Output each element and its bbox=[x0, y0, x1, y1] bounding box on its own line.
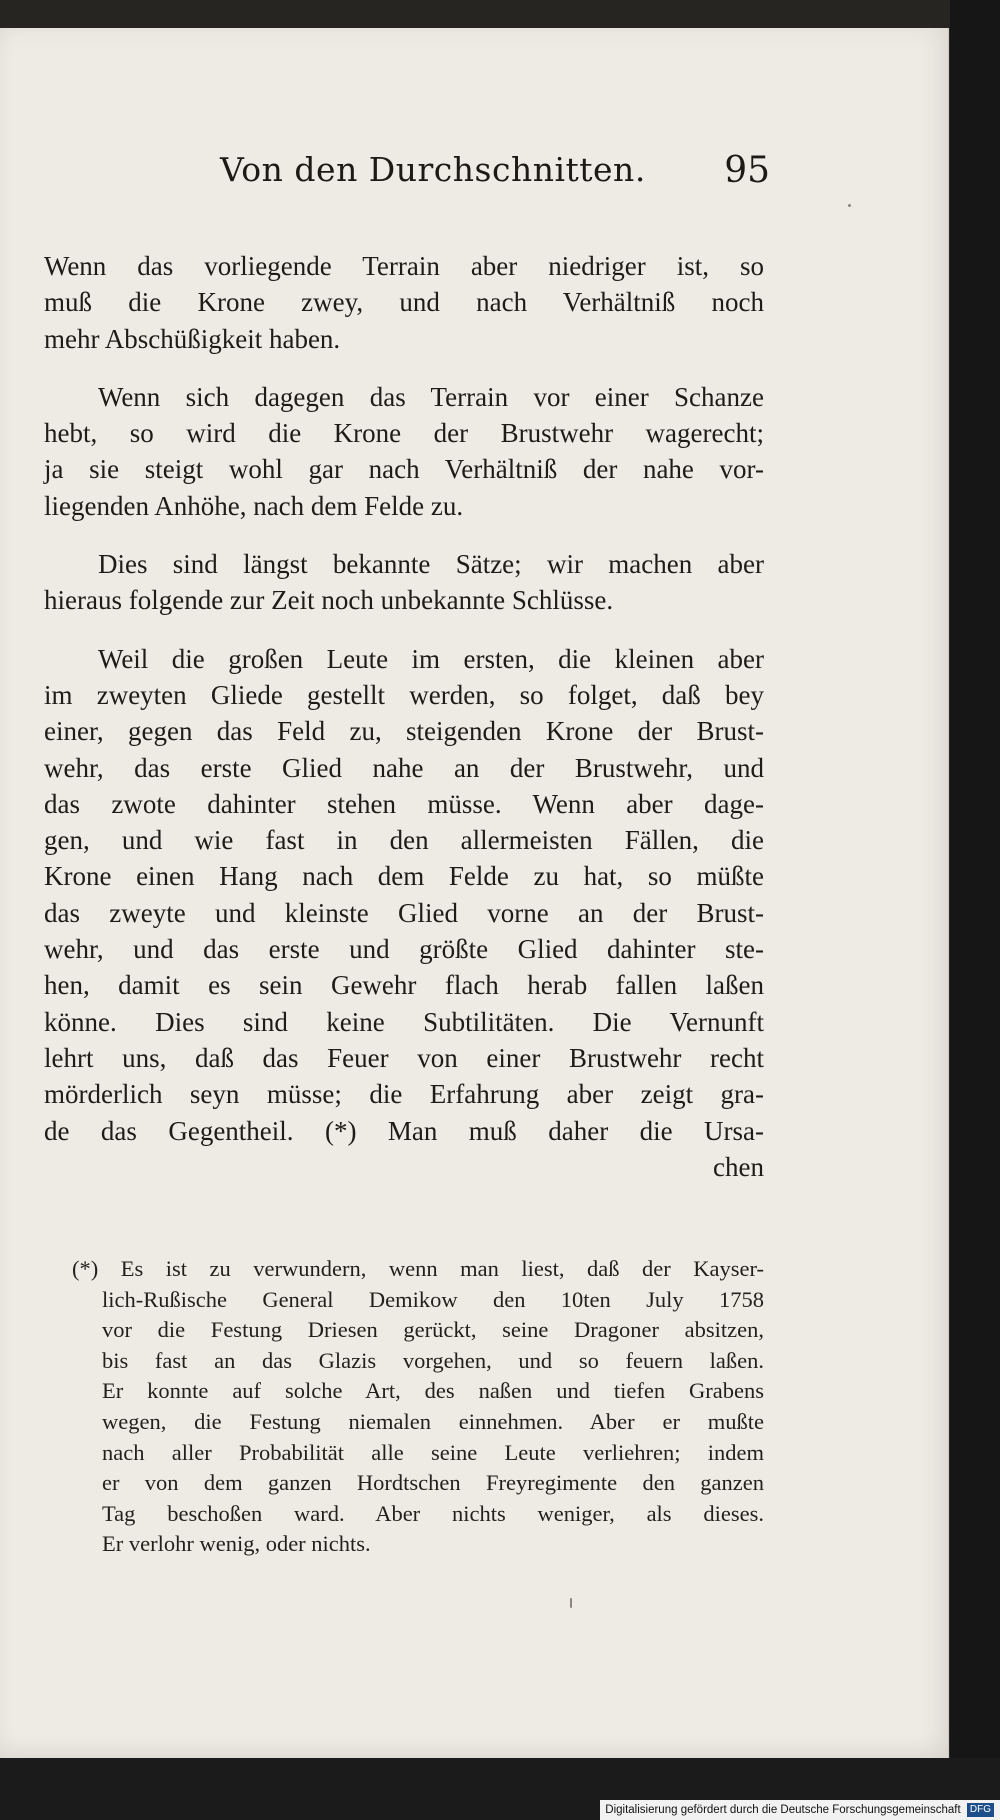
footnote-line: Er verlohr wenig, oder nichts. bbox=[102, 1531, 371, 1557]
footnote-line: vor die Festung Driesen gerückt, seine Dragoner absitzen, bbox=[102, 1317, 764, 1343]
text-line: ja sie steigt wohl gar nach Verhältniß der nahe vor- bbox=[44, 454, 764, 485]
paragraph bbox=[44, 546, 764, 619]
text-line: lehrt uns, daß das Feuer von einer Brustwehr recht bbox=[44, 1042, 764, 1073]
footnote-line: nach aller Probabilität alle seine Leute verliehren; indem bbox=[102, 1439, 764, 1465]
text-line: gen, und wie fast in den allermeisten Fällen, die bbox=[44, 825, 764, 856]
footnote-line: er von dem ganzen Hordtschen Freyregimente den ganzen bbox=[102, 1470, 764, 1496]
dfg-logo: DFG bbox=[967, 1803, 994, 1817]
text-line: wehr, das erste Glied nahe an der Brustwehr, und bbox=[44, 752, 764, 783]
scan-top-border bbox=[0, 0, 1000, 28]
scan-right-border bbox=[950, 0, 1000, 1820]
body-text bbox=[44, 248, 764, 1185]
text-line: hen, damit es sein Gewehr flach herab fallen laßen bbox=[44, 970, 764, 1001]
text-line: einer, gegen das Feld zu, steigenden Krone der Brust- bbox=[44, 716, 764, 747]
paragraph bbox=[44, 641, 764, 1185]
running-title: Von den Durchschnitten. bbox=[220, 150, 646, 189]
running-head bbox=[210, 150, 770, 210]
paragraph bbox=[44, 248, 764, 357]
text-line: mörderlich seyn müsse; die Erfahrung aber zeigt gra- bbox=[44, 1079, 764, 1110]
footnote-line: Tag beschoßen ward. Aber nichts weniger, als dieses. bbox=[102, 1500, 764, 1526]
text-line: hieraus folgende zur Zeit noch unbekannte Schlüsse. bbox=[44, 585, 614, 616]
text-line: wehr, und das erste und größte Glied dahinter ste- bbox=[44, 934, 764, 965]
text-line: Wenn sich dagegen das Terrain vor einer Schanze bbox=[98, 381, 764, 412]
digitization-credit bbox=[600, 1800, 1000, 1820]
paper-speck bbox=[848, 204, 851, 207]
footnote bbox=[72, 1254, 764, 1560]
footnote-line: lich-Rußische General Demikow den 10ten July 1758 bbox=[102, 1286, 764, 1312]
text-line: liegenden Anhöhe, nach dem Felde zu. bbox=[44, 490, 464, 521]
footnote-line: (*) Es ist zu verwundern, wenn man liest, daß der Kayser- bbox=[72, 1256, 764, 1281]
paragraph bbox=[44, 379, 764, 524]
text-line: hebt, so wird die Krone der Brustwehr wagerecht; bbox=[44, 418, 764, 449]
text-line: im zweyten Gliede gestellt werden, so folget, daß bey bbox=[44, 679, 764, 710]
text-line: muß die Krone zwey, und nach Verhältniß noch bbox=[44, 287, 764, 318]
text-line: Krone einen Hang nach dem Felde zu hat, so müßte bbox=[44, 861, 764, 892]
footnote-line: bis fast an das Glazis vorgehen, und so feuern laßen. bbox=[102, 1347, 764, 1373]
footnote-line: Er konnte auf solche Art, des naßen und tiefen Grabens bbox=[102, 1378, 764, 1404]
text-line: das zwote dahinter stehen müsse. Wenn aber dage- bbox=[44, 788, 764, 819]
page-number: 95 bbox=[724, 150, 770, 191]
text-line: de das Gegentheil. (*) Man muß daher die Ursa- bbox=[44, 1115, 764, 1146]
text-line: Dies sind längst bekannte Sätze; wir machen aber bbox=[98, 549, 764, 580]
text-line: das zweyte und kleinste Glied vorne an der Brust- bbox=[44, 897, 764, 928]
text-line: Wenn das vorliegende Terrain aber niedriger ist, so bbox=[44, 251, 764, 281]
text-line: mehr Abschüßigkeit haben. bbox=[44, 323, 341, 354]
credit-text: Digitalisierung gefördert durch die Deutsche Forschungsgemeinschaft bbox=[605, 1804, 961, 1816]
text-line: könne. Dies sind keine Subtilitäten. Die Vernunft bbox=[44, 1006, 764, 1037]
paper-speck bbox=[570, 1598, 572, 1608]
text-line: Weil die großen Leute im ersten, die kleinen aber bbox=[98, 643, 764, 674]
catchword: chen bbox=[713, 1151, 764, 1182]
footnote-line: wegen, die Festung niemalen einnehmen. Aber er mußte bbox=[102, 1408, 764, 1434]
